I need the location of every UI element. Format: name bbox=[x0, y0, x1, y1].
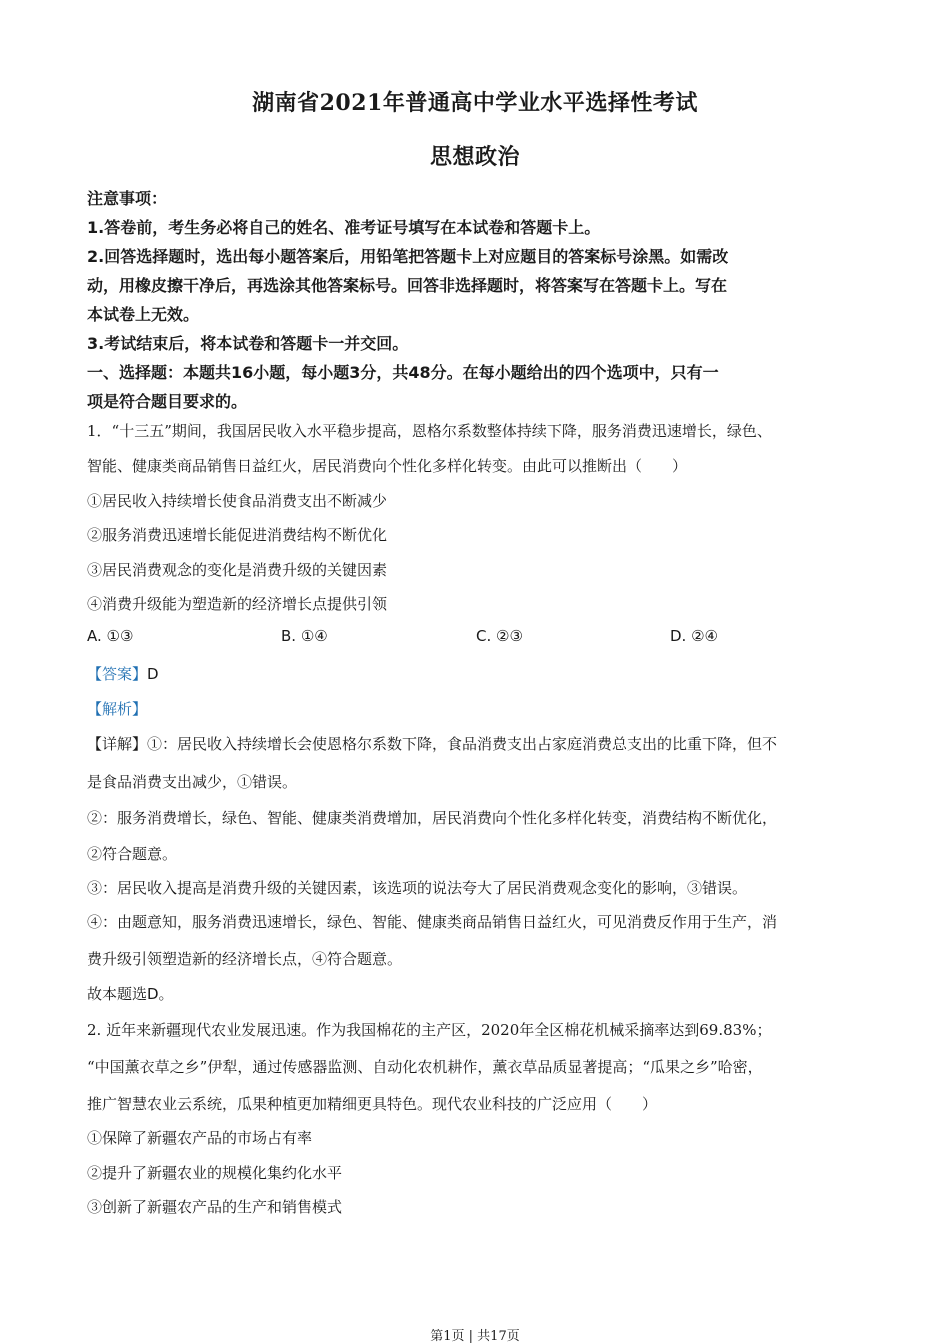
statement-item: ②提升了新疆农业的规模化集约化水平 bbox=[87, 1164, 343, 1182]
statement-item: ③创新了新疆农产品的生产和销售模式 bbox=[87, 1198, 343, 1216]
detail-line: ③：居民收入提高是消费升级的关键因素，该选项的说法夸大了居民消费观念变化的影响，③错误。 bbox=[87, 879, 748, 897]
notice-heading: 注意事项： bbox=[87, 189, 168, 208]
option-b: B. ①④ bbox=[281, 627, 328, 645]
detail-line: 【详解】①：居民收入持续增长会使恩格尔系数下降，食品消费支出占家庭消费总支出的比重下降，但不 bbox=[87, 735, 778, 753]
page-footer: 第1页 | 共17页 bbox=[430, 1329, 520, 1344]
option-d: D. ②④ bbox=[670, 627, 718, 645]
statement-item: ①居民收入持续增长使食品消费支出不断减少 bbox=[87, 492, 388, 510]
detail-line: 费升级引领塑造新的经济增长点，④符合题意。 bbox=[87, 950, 403, 968]
statement-item: ①保障了新疆农产品的市场占有率 bbox=[87, 1129, 313, 1147]
question-stem: “中国薰衣草之乡”伊犁，通过传感器监测、自动化农机耕作，薰衣草品质显著提高；“瓜果之乡”哈密， bbox=[87, 1058, 763, 1076]
statement-item: ③居民消费观念的变化是消费升级的关键因素 bbox=[87, 561, 388, 579]
question-stem: 智能、健康类商品销售日益红火，居民消费向个性化多样化转变。由此可以推断出（ ） bbox=[87, 457, 688, 475]
detail-line: ④：由题意知，服务消费迅速增长，绿色、智能、健康类商品销售日益红火，可见消费反作用于生产，消 bbox=[87, 913, 778, 931]
detail-line: 是食品消费支出减少，①错误。 bbox=[87, 773, 298, 791]
option-a: A. ①③ bbox=[87, 627, 134, 645]
conclusion-line: 故本题选D。 bbox=[87, 985, 174, 1003]
notice-line: 1.答卷前，考生务必将自己的姓名、准考证号填写在本试卷和答题卡上。 bbox=[87, 218, 601, 237]
answer-tag: 【答案】 bbox=[87, 665, 148, 683]
statement-item: ②服务消费迅速增长能促进消费结构不断优化 bbox=[87, 526, 388, 544]
analysis-tag: 【解析】 bbox=[87, 700, 148, 718]
question-stem: 1．“十三五”期间，我国居民收入水平稳步提高，恩格尔系数整体持续下降，服务消费迅速增长，绿色、 bbox=[87, 422, 772, 440]
section-heading: 项是符合题目要求的。 bbox=[87, 392, 248, 411]
notice-line: 3.考试结束后，将本试卷和答题卡一并交回。 bbox=[87, 334, 409, 353]
notice-line: 动，用橡皮擦干净后，再选涂其他答案标号。回答非选择题时，将答案写在答题卡上。写在 bbox=[87, 276, 728, 295]
question-stem: 推广智慧农业云系统，瓜果种植更加精细更具特色。现代农业科技的广泛应用（ ） bbox=[87, 1095, 658, 1113]
section-heading: 一、选择题：本题共16小题，每小题3分，共48分。在每小题给出的四个选项中，只有一 bbox=[87, 363, 719, 382]
notice-line: 2.回答选择题时，选出每小题答案后，用铅笔把答题卡上对应题目的答案标号涂黑。如需改 bbox=[87, 247, 729, 266]
answer-value: D bbox=[147, 665, 159, 683]
detail-line: ②：服务消费增长，绿色、智能、健康类消费增加，居民消费向个性化多样化转变，消费结构不断优化， bbox=[87, 809, 778, 827]
answer-line bbox=[87, 663, 159, 684]
subject-title: 思想政治 bbox=[429, 144, 520, 170]
exam-title: 湖南省2021年普通高中学业水平选择性考试 bbox=[252, 90, 698, 116]
notice-line: 本试卷上无效。 bbox=[87, 305, 200, 324]
detail-line: ②符合题意。 bbox=[87, 845, 178, 863]
option-c: C. ②③ bbox=[476, 627, 523, 645]
statement-item: ④消费升级能为塑造新的经济增长点提供引领 bbox=[87, 595, 388, 613]
question-stem: 2. 近年来新疆现代农业发展迅速。作为我国棉花的主产区，2020年全区棉花机械采摘率达到69.83%； bbox=[87, 1021, 772, 1039]
